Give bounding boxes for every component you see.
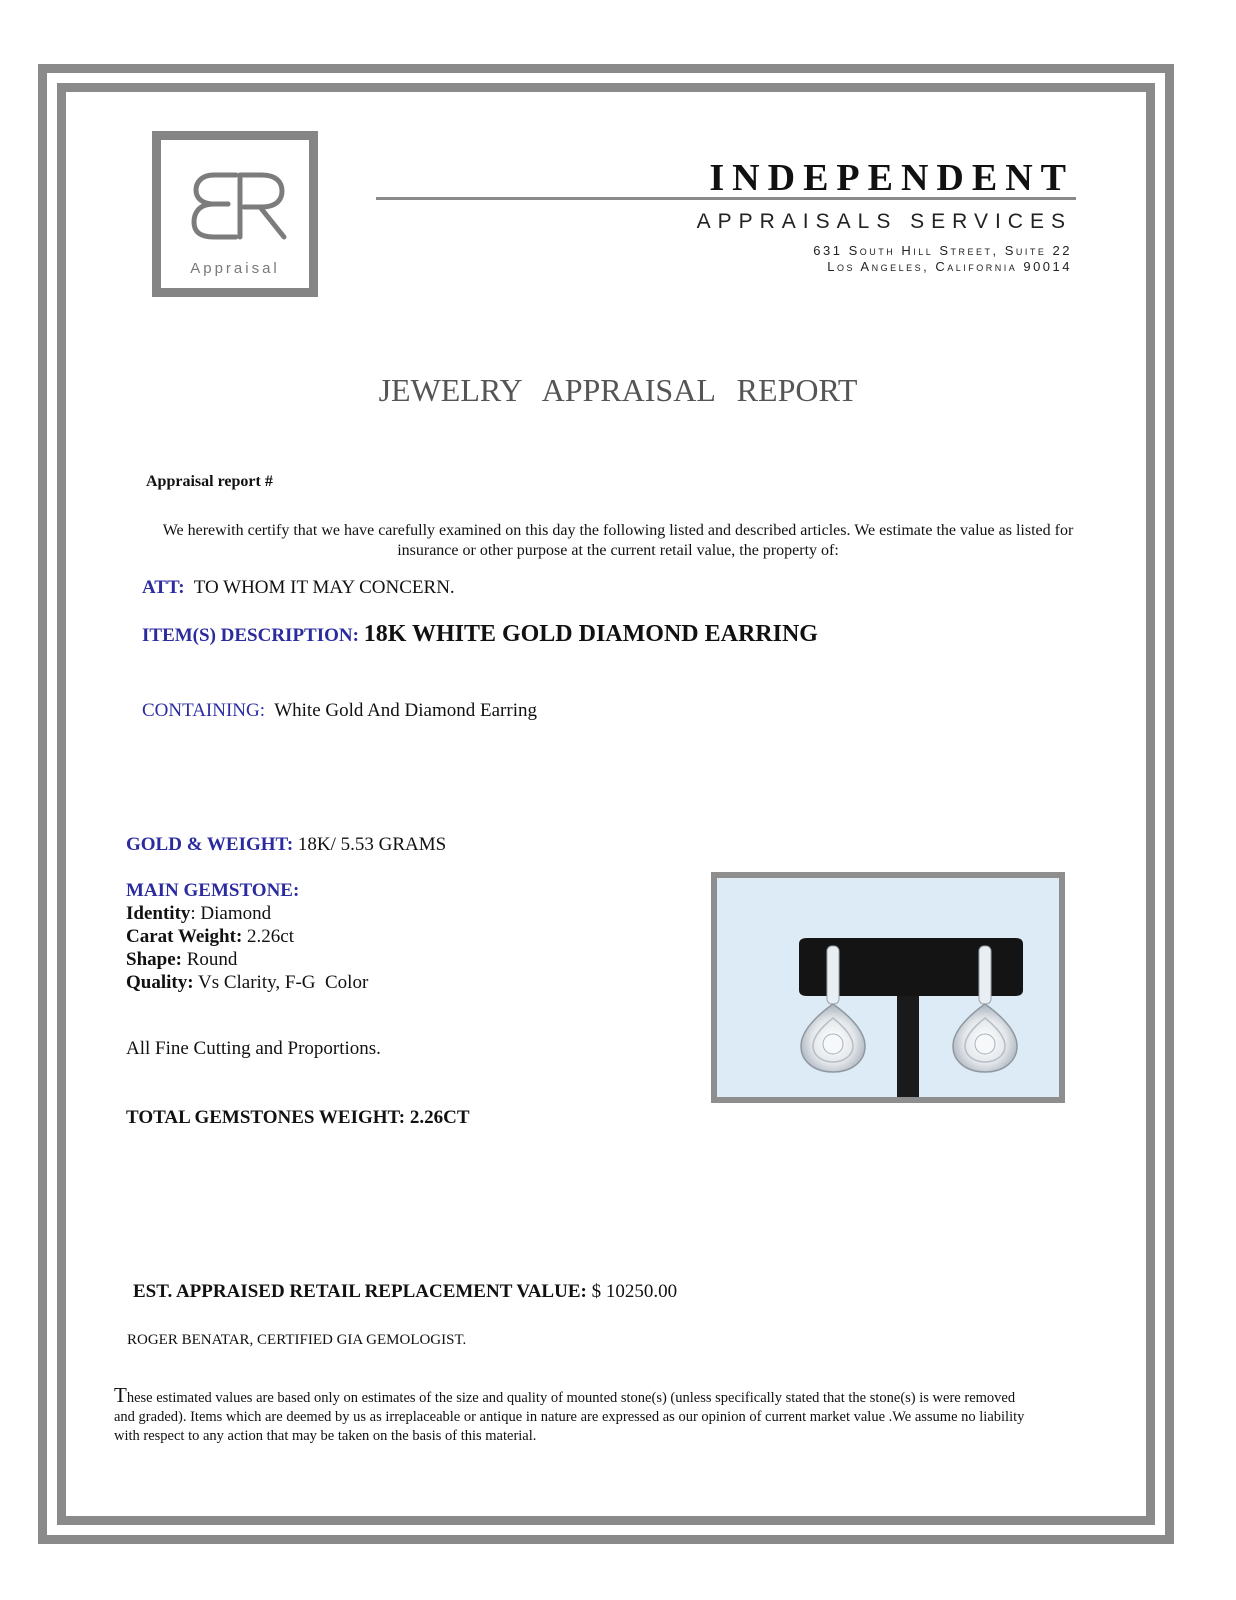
inner-frame xyxy=(57,83,1155,1525)
gemologist-signature-line: ROGER BENATAR, CERTIFIED GIA GEMOLOGIST. xyxy=(127,1332,467,1348)
report-title: JEWELRY APPRAISAL REPORT xyxy=(378,372,858,408)
quality-value: Vs Clarity, F-G Color xyxy=(197,972,369,993)
company-address-line2: Los Angeles, California 90014 xyxy=(827,259,1072,274)
earring-on-stand-image xyxy=(717,878,1059,1097)
company-name: INDEPENDENT xyxy=(709,157,1074,199)
gold-weight-row xyxy=(126,834,446,856)
identity-value: : Diamond xyxy=(190,903,272,924)
item-label: ITEM(S) DESCRIPTION: xyxy=(142,625,359,646)
report-number-label: Appraisal report # xyxy=(146,473,273,490)
identity-label: Identity xyxy=(126,903,191,924)
er-monogram-logo xyxy=(188,170,288,242)
carat-value: 2.26ct xyxy=(247,926,294,947)
shape-row xyxy=(126,948,368,971)
carat-label: Carat Weight: xyxy=(126,926,243,947)
containing-row xyxy=(142,700,537,722)
carat-row xyxy=(126,925,368,948)
shape-label: Shape: xyxy=(126,949,182,970)
gold-weight-label: GOLD & WEIGHT: xyxy=(126,834,294,855)
earring-photo xyxy=(711,872,1065,1103)
disclaimer-body: hese estimated values are based only on estimates of the size and quality of mounted stone(s) (unless specifically stated that the stone(s) is were removed and graded). Items which are deemed by us as irreplaceable or antique in nature are expressed as our opinion of current market value .We assume no liability with respect to any action that may be taken on the basis of this material. xyxy=(114,1390,1025,1444)
appraised-value-amount: $ 10250.00 xyxy=(591,1281,678,1302)
containing-label: CONTAINING: xyxy=(142,700,266,721)
att-row xyxy=(142,577,455,599)
identity-row xyxy=(126,902,368,925)
company-subtitle: APPRAISALS SERVICES xyxy=(696,210,1072,233)
disclaimer-text xyxy=(114,1383,1034,1446)
main-gemstone-block xyxy=(126,879,368,994)
certification-text: We herewith certify that we have carefully examined on this day the following listed and described articles. We estimate the value as listed for insurance or other purpose at the current retail value, the property of: xyxy=(162,522,1074,559)
fine-cutting-note: All Fine Cutting and Proportions. xyxy=(126,1038,381,1059)
item-value: 18K WHITE GOLD DIAMOND EARRING xyxy=(363,621,818,647)
shape-value: Round xyxy=(186,949,238,970)
logo-word: Appraisal xyxy=(190,260,280,277)
gold-weight-value: 18K/ 5.53 GRAMS xyxy=(297,834,447,855)
total-gemstones-weight: TOTAL GEMSTONES WEIGHT: 2.26CT xyxy=(126,1107,470,1128)
quality-row xyxy=(126,971,368,994)
containing-value: White Gold And Diamond Earring xyxy=(274,700,537,721)
item-description-row xyxy=(142,621,818,648)
company-address-line1: 631 South Hill Street, Suite 22 xyxy=(813,243,1072,258)
att-value: TO WHOM IT MAY CONCERN. xyxy=(193,577,455,598)
main-gemstone-label: MAIN GEMSTONE: xyxy=(126,880,300,901)
att-label: ATT: xyxy=(142,577,185,598)
quality-label: Quality: xyxy=(126,972,194,993)
disclaimer-initial: T xyxy=(114,1383,127,1407)
appraised-value-label: EST. APPRAISED RETAIL REPLACEMENT VALUE: xyxy=(133,1281,587,1302)
appraised-value-row xyxy=(133,1281,677,1303)
